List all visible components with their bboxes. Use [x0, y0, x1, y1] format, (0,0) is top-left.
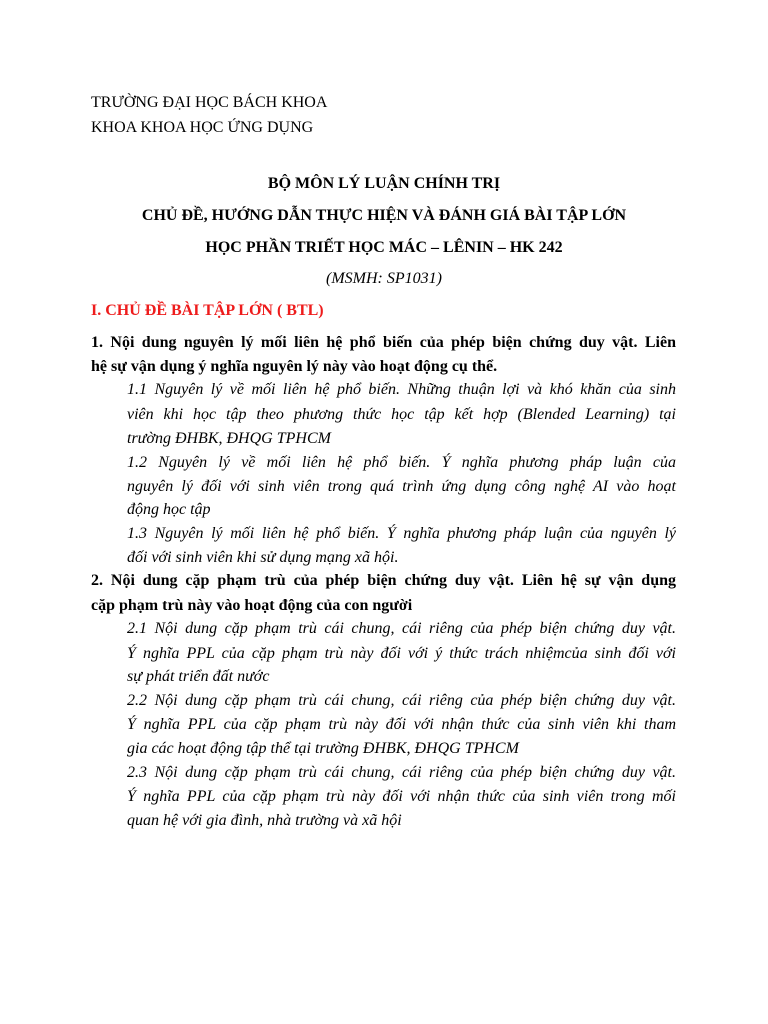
item-1-3-line-1: 1.3 Nguyên lý mối liên hệ phổ biến. Ý nghĩa phương pháp luận của nguyên lý [127, 525, 676, 542]
item-2-2-line-2: Ý nghĩa PPL của cặp phạm trù này đối với nhận thức của sinh viên khi tham [127, 716, 676, 733]
item-1-1-line-1: 1.1 Nguyên lý về mối liên hệ phổ biến. Những thuận lợi và khó khăn của sinh [127, 381, 676, 398]
item-2-2-line-1: 2.2 Nội dung cặp phạm trù cái chung, cái riêng của phép biện chứng duy vật. [127, 692, 676, 709]
item-1-1-line-2: viên khi học tập theo phương thức học tập kết hợp (Blended Learning) tại [127, 406, 676, 423]
item-2-2-line-3: gia các hoạt động tập thể tại trường ĐHBK, ĐHQG TPHCM [127, 740, 519, 757]
item-2-1-line-1: 2.1 Nội dung cặp phạm trù cái chung, cái riêng của phép biện chứng duy vật. [127, 620, 676, 637]
section-title: I. CHỦ ĐỀ BÀI TẬP LỚN ( BTL) [91, 302, 324, 319]
item-1-2-line-3: động học tập [127, 501, 211, 518]
item-1-3-line-2: đối với sinh viên khi sử dụng mạng xã hội. [127, 549, 399, 566]
school-name: TRƯỜNG ĐẠI HỌC BÁCH KHOA [91, 94, 328, 111]
topic-1-heading-line-1: 1. Nội dung nguyên lý mối liên hệ phổ biến của phép biện chứng duy vật. Liên [91, 334, 676, 351]
item-1-2-line-2: nguyên lý đối với sinh viên trong quá trình ứng dụng công nghệ AI vào hoạt [127, 478, 676, 495]
item-2-1-line-3: sự phát triển đất nước [127, 668, 270, 685]
department-title: BỘ MÔN LÝ LUẬN CHÍNH TRỊ [267, 175, 501, 192]
item-1-1-line-3: trường ĐHBK, ĐHQG TPHCM [127, 430, 331, 447]
item-2-3-line-3: quan hệ với gia đình, nhà trường và xã hội [127, 812, 402, 829]
item-1-2-line-1: 1.2 Nguyên lý về mối liên hệ phổ biến. Ý nghĩa phương pháp luận của [127, 454, 676, 471]
topic-2-heading-line-2: cặp phạm trù này vào hoạt động của con người [91, 597, 413, 614]
item-2-3-line-2: Ý nghĩa PPL của cặp phạm trù này đối với nhận thức của sinh viên trong mối [127, 788, 676, 805]
item-2-1-line-2: Ý nghĩa PPL của cặp phạm trù này đối với ý thức trách nhiệmcủa sinh đối với [127, 645, 676, 662]
item-2-3-line-1: 2.3 Nội dung cặp phạm trù cái chung, cái riêng của phép biện chứng duy vật. [127, 764, 676, 781]
topic-2-heading-line-1: 2. Nội dung cặp phạm trù của phép biện chứng duy vật. Liên hệ sự vận dụng [91, 572, 676, 589]
topic-1-heading-line-2: hệ sự vận dụng ý nghĩa nguyên lý này vào hoạt động cụ thể. [91, 358, 498, 375]
course-code: (MSMH: SP1031) [326, 270, 442, 287]
topic-title: CHỦ ĐỀ, HƯỚNG DẪN THỰC HIỆN VÀ ĐÁNH GIÁ BÀI TẬP LỚN [141, 207, 627, 224]
course-title: HỌC PHẦN TRIẾT HỌC MÁC – LÊNIN – HK 242 [205, 239, 563, 256]
faculty-name: KHOA KHOA HỌC ỨNG DỤNG [91, 119, 314, 136]
